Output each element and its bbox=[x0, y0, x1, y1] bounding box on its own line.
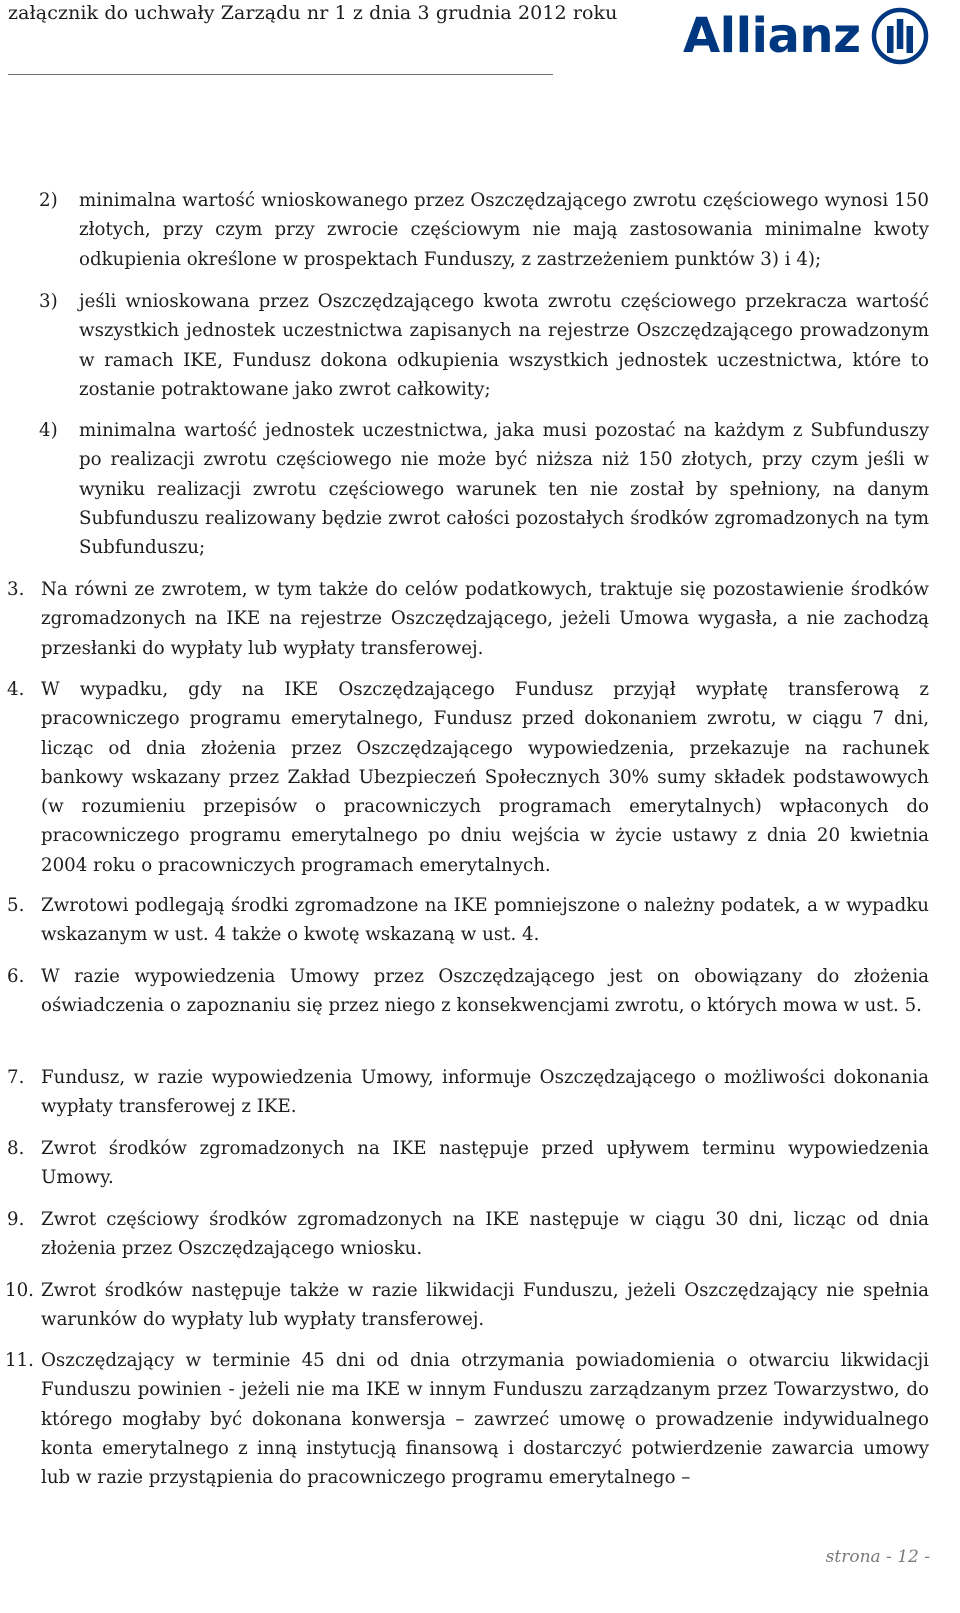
item-10 bbox=[5, 1276, 929, 1335]
allianz-eagle-logo-icon bbox=[871, 7, 929, 65]
allianz-logo bbox=[683, 6, 929, 66]
item-8 bbox=[7, 1134, 929, 1193]
item-text: Fundusz, w razie wypowiedzenia Umowy, informuje Oszczędzającego o możliwości dokonania wypłaty transferowej z IKE. bbox=[41, 1067, 929, 1118]
item-5 bbox=[7, 891, 929, 950]
item-6 bbox=[7, 962, 929, 1021]
item-7 bbox=[7, 1063, 929, 1122]
subitem-text: jeśli wnioskowana przez Oszczędzającego kwota zwrotu częściowego przekracza wartość wszystkich jednostek uczestnictwa zapisanych na rejestrze Oszczędzającego prowadzonym w ramach IKE, Fundusz dokona odkupienia wszystkich jednostek uczestnictwa, które to zostanie potraktowane jako zwrot całkowity; bbox=[79, 291, 929, 400]
subitem-text: minimalna wartość jednostek uczestnictwa, jaka musi pozostać na każdym z Subfunduszy po realizacji zwrotu częściowego nie może być niższa niż 150 złotych, przy czym jeśli w wyniku realizacji zwrotu częściowego warunek ten nie został by spełniony, na danym Subfunduszu realizowany będzie zwrot całości pozostałych środków zgromadzonych na tym Subfunduszu; bbox=[79, 420, 929, 559]
item-number: 3. bbox=[7, 579, 25, 600]
item-number: 9. bbox=[7, 1209, 25, 1230]
item-number: 7. bbox=[7, 1067, 25, 1088]
item-text: Oszczędzający w terminie 45 dni od dnia otrzymania powiadomienia o otwarciu likwidacji Funduszu powinien - jeżeli nie ma IKE w innym Funduszu zarządzanym przez Towarzystwo, do którego mogłaby być dokonana konwersja – zawrzeć umowę o prowadzenie indywidualnego konta emerytalnego z inną instytucją finansową i dostarczyć potwierdzenie zawarcia umowy lub w razie przystąpienia do pracowniczego programu emerytalnego – bbox=[41, 1350, 929, 1489]
item-number: 4. bbox=[7, 679, 25, 700]
item-9 bbox=[7, 1205, 929, 1264]
item-number: 11. bbox=[5, 1350, 34, 1371]
logo-wordmark: Allianz bbox=[683, 8, 861, 64]
header-divider bbox=[8, 74, 553, 75]
header-title: załącznik do uchwały Zarządu nr 1 z dnia 3 grudnia 2012 roku bbox=[8, 2, 618, 24]
item-number: 8. bbox=[7, 1138, 25, 1159]
item-4 bbox=[7, 675, 929, 880]
subitem-3 bbox=[39, 287, 929, 404]
page-number: strona - 12 - bbox=[825, 1547, 930, 1567]
subitem-number: 4) bbox=[39, 420, 58, 441]
subitem-text: minimalna wartość wnioskowanego przez Oszczędzającego zwrotu częściowego wynosi 150 złotych, przy czym przy zwrocie częściowym nie mają zastosowania minimalne kwoty odkupienia określone w prospektach Funduszy, z zastrzeżeniem punktów 3) i 4); bbox=[79, 190, 929, 270]
subitem-number: 3) bbox=[39, 291, 58, 312]
item-number: 6. bbox=[7, 966, 25, 987]
item-text: Zwrot środków zgromadzonych na IKE następuje przed upływem terminu wypowiedzenia Umowy. bbox=[41, 1138, 929, 1189]
item-text: Zwrotowi podlegają środki zgromadzone na IKE pomniejszone o należny podatek, a w wypadku wskazanym w ust. 4 także o kwotę wskazaną w ust. 4. bbox=[41, 895, 929, 946]
item-text: W razie wypowiedzenia Umowy przez Oszczędzającego jest on obowiązany do złożenia oświadczenia o zapoznaniu się przez niego z konsekwencjami zwrotu, o których mowa w ust. 5. bbox=[41, 966, 929, 1017]
subitem-4 bbox=[39, 416, 929, 562]
item-3 bbox=[7, 575, 929, 663]
item-text: W wypadku, gdy na IKE Oszczędzającego Fundusz przyjął wypłatę transferową z pracowniczego programu emerytalnego, Fundusz przed dokonaniem zwrotu, w ciągu 7 dni, licząc od dnia złożenia przez Oszczędzającego wypowiedzenia, przekazuje na rachunek bankowy wskazany przez Zakład Ubezpieczeń Społecznych 30% sumy składek podstawowych (w rozumieniu przepisów o pracowniczych programach emerytalnych) wpłaconych do pracowniczego programu emerytalnego po dniu wejścia w życie ustawy z dnia 20 kwietnia 2004 roku o pracowniczych programach emerytalnych. bbox=[41, 679, 929, 876]
item-11 bbox=[5, 1346, 929, 1492]
item-text: Zwrot częściowy środków zgromadzonych na IKE następuje w ciągu 30 dni, licząc od dnia złożenia przez Oszczędzającego wniosku. bbox=[41, 1209, 929, 1260]
subitem-number: 2) bbox=[39, 190, 58, 211]
item-number: 5. bbox=[7, 895, 25, 916]
item-text: Na równi ze zwrotem, w tym także do celów podatkowych, traktuje się pozostawienie środków zgromadzonych na IKE na rejestrze Oszczędzającego, jeżeli Umowa wygasła, a nie zachodzą przesłanki do wypłaty lub wypłaty transferowej. bbox=[41, 579, 929, 659]
item-number: 10. bbox=[5, 1280, 34, 1301]
subitem-2 bbox=[39, 186, 929, 274]
item-text: Zwrot środków następuje także w razie likwidacji Funduszu, jeżeli Oszczędzający nie spełnia warunków do wypłaty lub wypłaty transferowej. bbox=[41, 1280, 929, 1331]
